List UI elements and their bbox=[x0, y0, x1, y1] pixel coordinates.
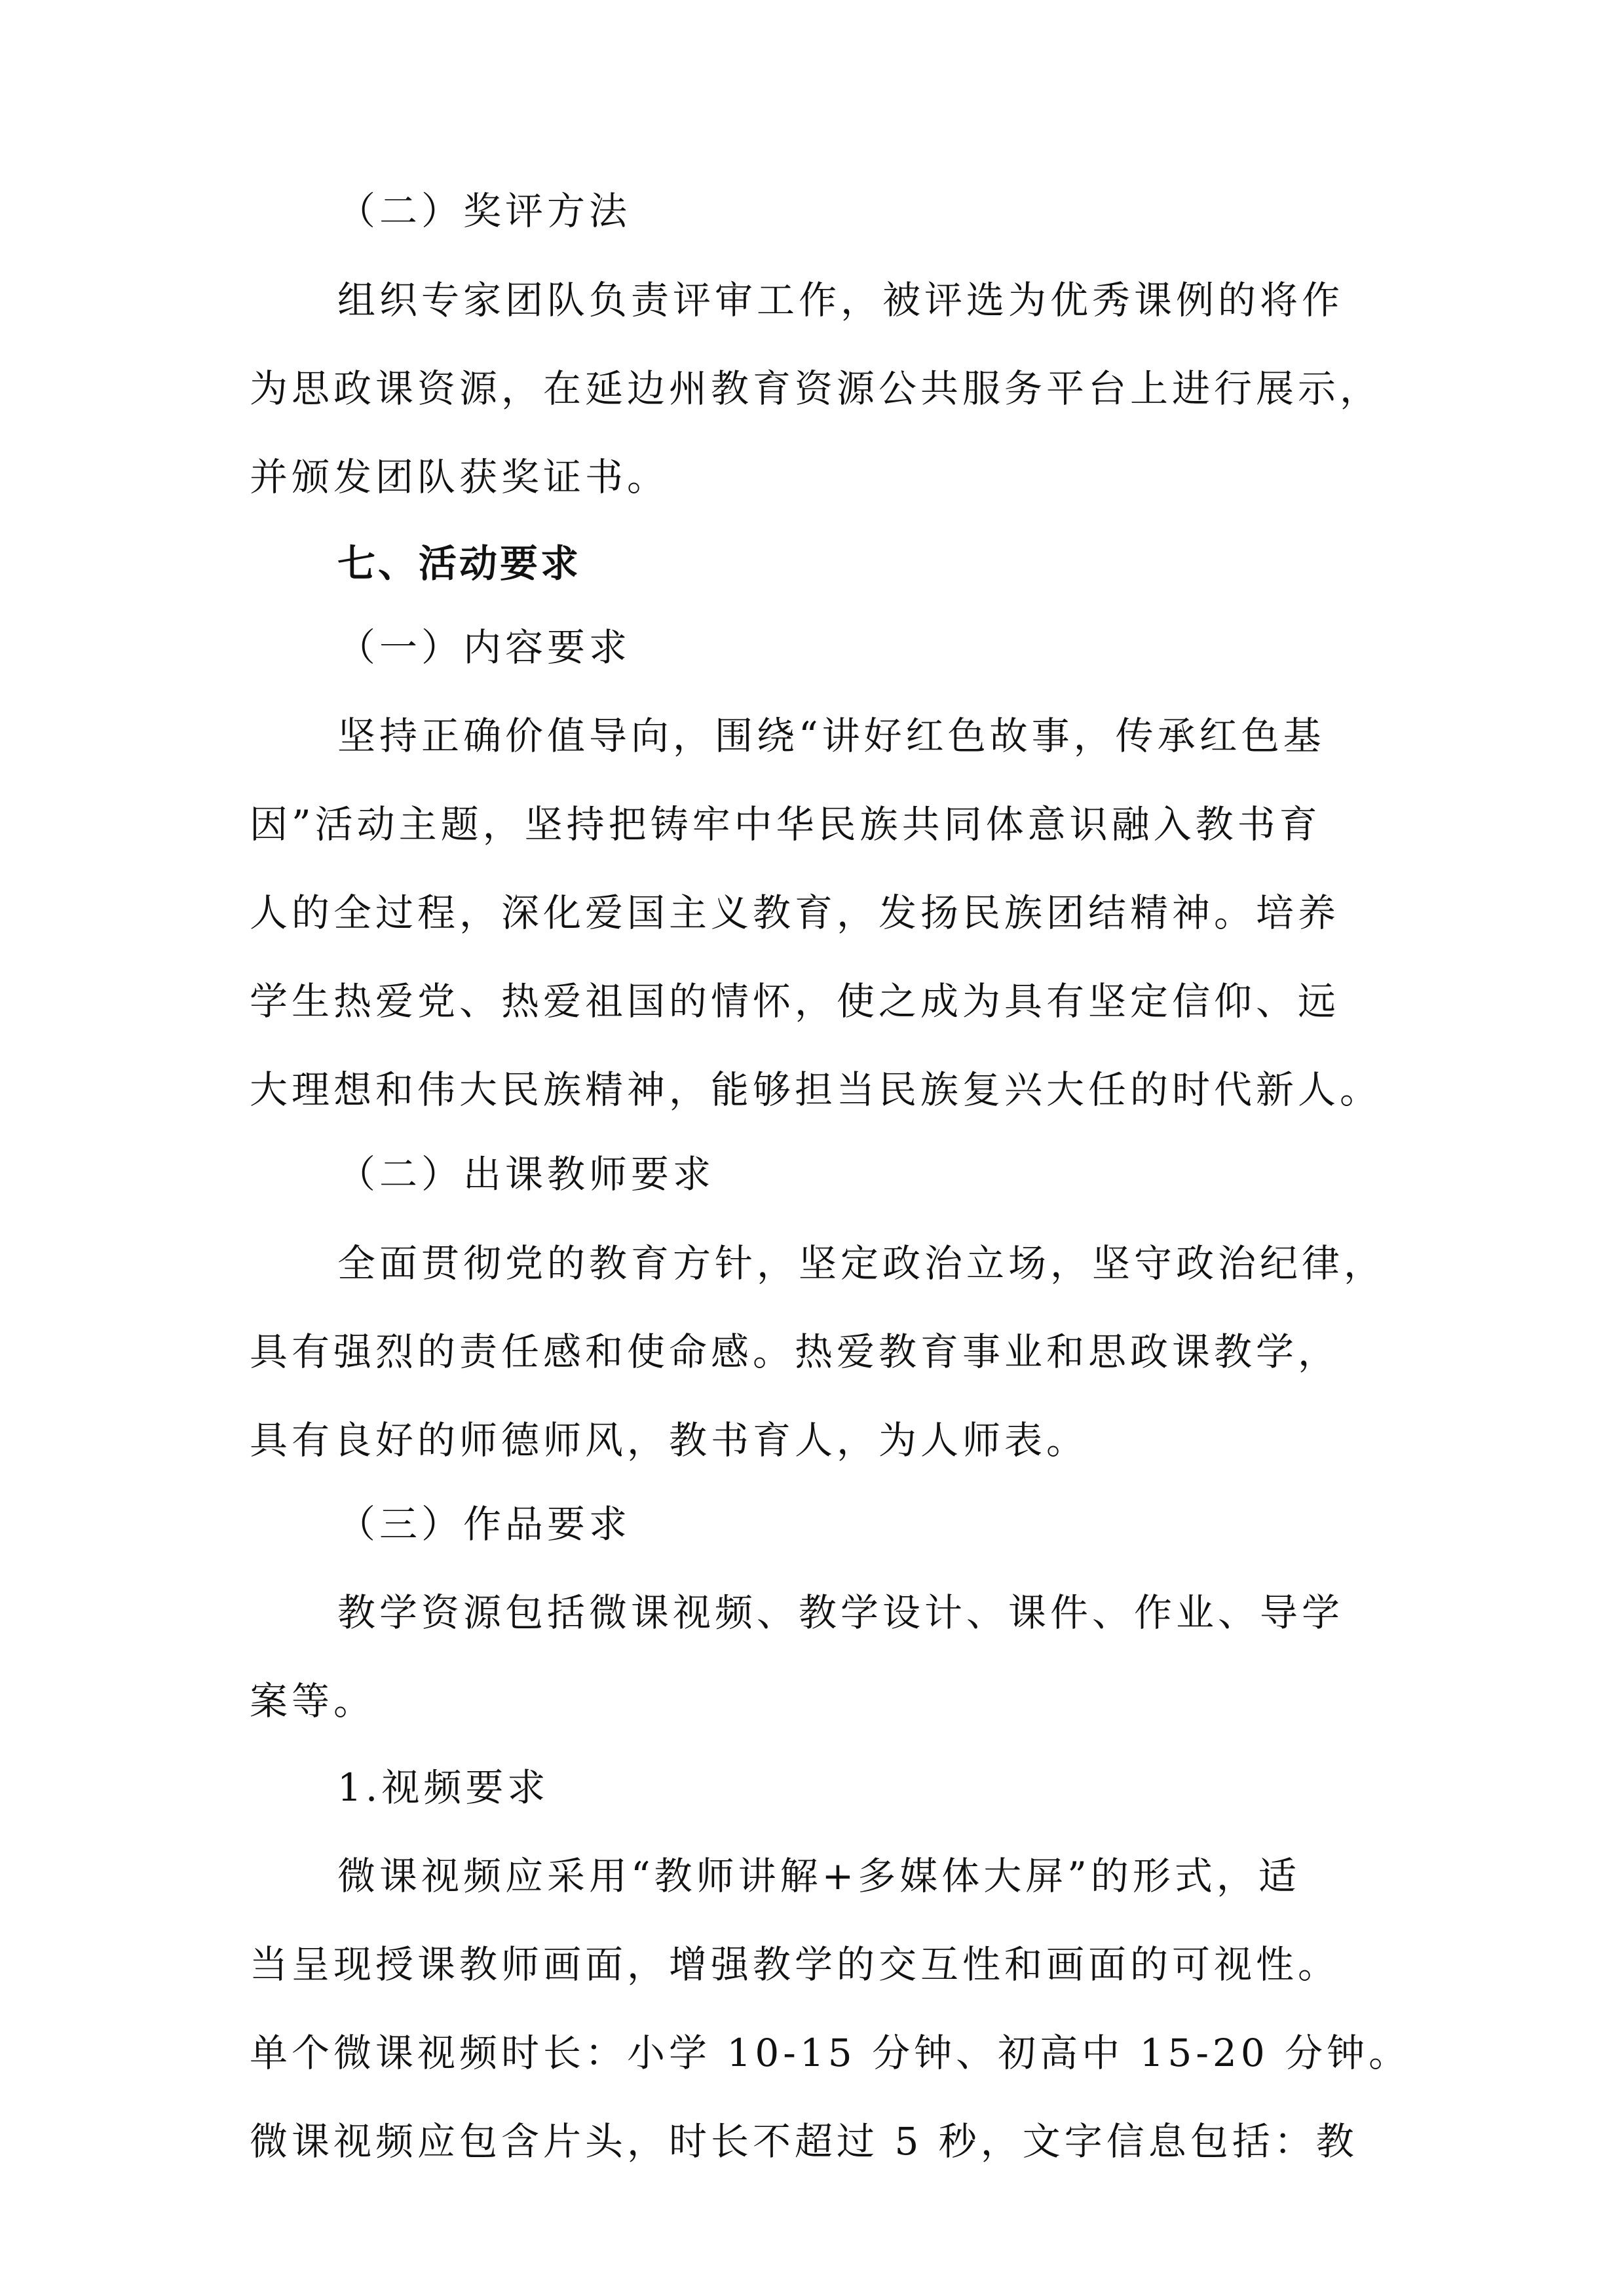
subheading-award-method: （二）奖评方法 bbox=[337, 189, 632, 233]
paragraph-line: 学生热爱党、热爱祖国的情怀，使之成为具有坚定信仰、远 bbox=[250, 979, 1340, 1024]
paragraph-line: 具有良好的师德师风，教书育人，为人师表。 bbox=[250, 1418, 1089, 1463]
paragraph-line: 微课视频应包含片头，时长不超过 5 秒，文字信息包括：教 bbox=[250, 2119, 1358, 2164]
paragraph-line: 因”活动主题，坚持把铸牢中华民族共同体意识融入教书育 bbox=[250, 802, 1321, 847]
section-heading-activity-requirements: 七、活动要求 bbox=[337, 541, 582, 586]
paragraph-line: 单个微课视频时长：小学 10-15 分钟、初高中 15-20 分钟。 bbox=[250, 2031, 1411, 2075]
paragraph-line: 坚持正确价值导向，围绕“讲好红色故事，传承红色基 bbox=[337, 714, 1325, 758]
subheading-work-requirements: （三）作品要求 bbox=[337, 1502, 632, 1546]
paragraph-line: 当呈现授课教师画面，增强教学的交互性和画面的可视性。 bbox=[250, 1942, 1340, 1987]
subheading-teacher-requirements: （二）出课教师要求 bbox=[337, 1152, 715, 1196]
paragraph-line: 微课视频应采用“教师讲解+多媒体大屏”的形式，适 bbox=[337, 1854, 1300, 1898]
subheading-video-requirements: 1.视频要求 bbox=[337, 1765, 550, 1810]
paragraph-line: 案等。 bbox=[250, 1679, 376, 1723]
paragraph-line: 全面贯彻党的教育方针，坚定政治立场，坚守政治纪律， bbox=[337, 1241, 1386, 1286]
paragraph-line: 具有强烈的责任感和使命感。热爱教育事业和思政课教学， bbox=[250, 1330, 1340, 1374]
paragraph-line: 组织专家团队负责评审工作，被评选为优秀课例的将作 bbox=[337, 278, 1344, 322]
paragraph-line: 并颁发团队获奖证书。 bbox=[250, 455, 670, 499]
paragraph-line: 人的全过程，深化爱国主义教育，发扬民族团结精神。培养 bbox=[250, 890, 1340, 935]
paragraph-line: 教学资源包括微课视频、教学设计、课件、作业、导学 bbox=[337, 1590, 1344, 1635]
subheading-content-requirements: （一）内容要求 bbox=[337, 625, 632, 670]
paragraph-line: 为思政课资源，在延边州教育资源公共服务平台上进行展示， bbox=[250, 366, 1382, 411]
paragraph-line: 大理想和伟大民族精神，能够担当民族复兴大任的时代新人。 bbox=[250, 1067, 1382, 1112]
